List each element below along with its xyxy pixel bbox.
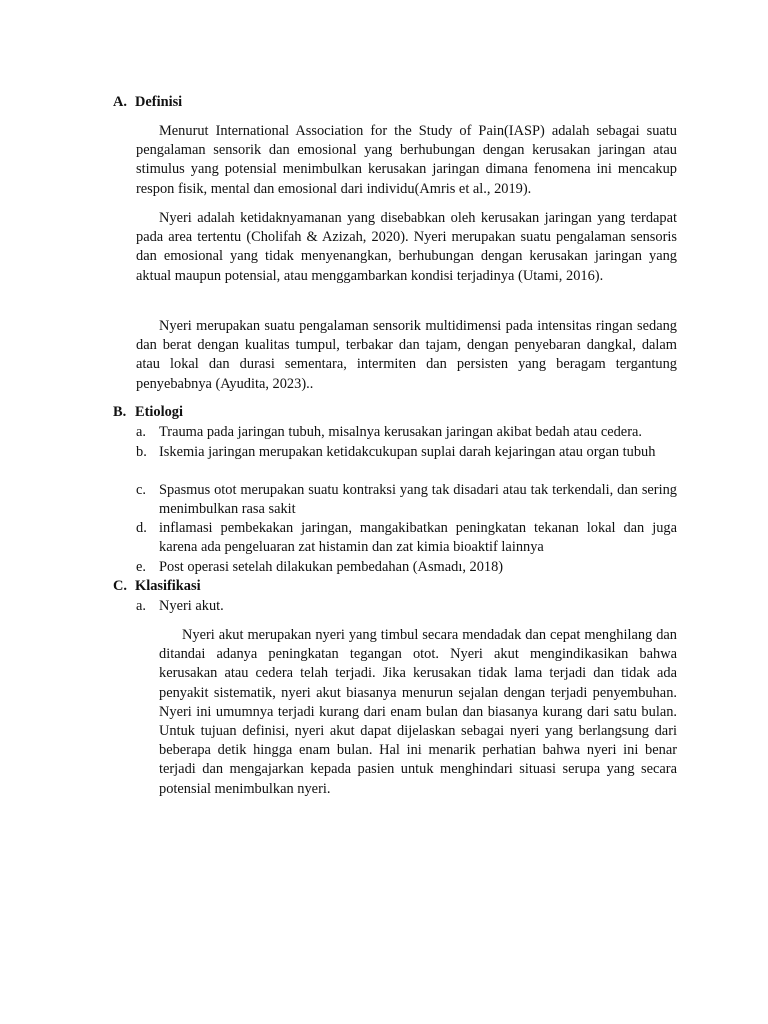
list-item-text: Nyeri akut. xyxy=(159,598,224,614)
section-b-heading xyxy=(113,403,183,422)
etiologi-item-d xyxy=(136,519,677,557)
etiologi-item-a xyxy=(136,423,677,442)
list-marker: c. xyxy=(136,482,146,498)
list-item-text: Post operasi setelah dilakukan pembedahan (Asmadı, 2018) xyxy=(159,559,504,575)
section-c-title: Klasifikasi xyxy=(135,578,201,594)
section-b-letter: B. xyxy=(113,404,127,420)
nyeri-akut-paragraph: Nyeri akut merupakan nyeri yang timbul secara mendadak dan cepat menghilang dan ditandai adanya peningkatan tegangan otot. Nyeri akut mengindikasikan bahwa kerusakan atau cedera telah terjadi. Jika kerusakan tidak lama terjadi dan tidak ada penyakit sistematik, nyeri akut biasanya menurun sejalan dengan terjadi penyembuhan. Nyeri ini umumnya terjadi kurang dari enam bulan dan biasanya kurang dari satu bulan. Untuk tujuan definisi, nyeri akut dapat dijelaskan sebagai nyeri yang berlangsung dari beberapa detik hingga enam bulan. Hal ini menarik perhatian bahwa nyeri ini benar terjadi dan mengajarkan kepada pasien untuk menghindari situasi serupa yang secara potensial menimbulkan nyeri. xyxy=(159,627,677,797)
list-marker: b. xyxy=(136,444,147,460)
section-a-letter: A. xyxy=(113,94,127,110)
section-a-title: Definisi xyxy=(135,94,183,110)
list-marker: a. xyxy=(136,598,146,614)
section-c-letter: C. xyxy=(113,578,127,594)
definisi-paragraph-1: Menurut International Association for the Study of Pain(IASP) adalah sebagai suatu pengalaman sensorik dan emosional yang berhubungan dengan kerusakan jaringan atau stimulus yang potensial menimbulkan kerusakan jaringan dimana fenomena ini mencakup respon fisik, mental dan emosional dari individu(Amris et al., 2019). xyxy=(136,123,677,197)
list-item-text: inflamasi pembekakan jaringan, mangakibatkan peningkatan tekanan lokal dan juga karena ada pengeluaran zat histamin dan zat kimia bioaktif lainnya xyxy=(159,520,677,556)
etiologi-item-c xyxy=(136,481,677,519)
section-b-title: Etiologi xyxy=(135,404,183,420)
etiologi-item-b xyxy=(136,443,677,462)
section-a-heading xyxy=(113,93,182,112)
klasifikasi-item-a xyxy=(136,597,677,616)
list-item-text: Spasmus otot merupakan suatu kontraksi yang tak disadari atau tak terkendali, dan sering menimbulkan rasa sakit xyxy=(159,482,677,518)
list-marker: a. xyxy=(136,424,146,440)
section-c-heading xyxy=(113,577,201,596)
list-marker: e. xyxy=(136,559,146,575)
definisi-paragraph-2: Nyeri adalah ketidaknyamanan yang disebabkan oleh kerusakan jaringan yang terdapat pada area tertentu (Cholifah & Azizah, 2020). Nyeri merupakan suatu pengalaman sensoris dan emosional yang tidak menyenangkan, berhubungan dengan kerusakan jaringan yang aktual maupun potensial, atau menggambarkan kondisi terjadinya (Utami, 2016). xyxy=(136,210,677,284)
list-item-text: Trauma pada jaringan tubuh, misalnya kerusakan jaringan akibat bedah atau cedera. xyxy=(159,424,642,440)
list-marker: d. xyxy=(136,520,147,536)
etiologi-item-e xyxy=(136,558,677,577)
definisi-paragraph-3: Nyeri merupakan suatu pengalaman sensorik multidimensi pada intensitas ringan sedang dan berat dengan kualitas tumpul, terbakar dan tajam, dengan penyebaran dangkal, dalam atau lokal dan durasi sementara, intermiten dan persisten yang beragam tergantung penyebabnya (Ayudita, 2023).. xyxy=(136,318,677,392)
list-item-text: Iskemia jaringan merupakan ketidakcukupan suplai darah kejaringan atau organ tubuh xyxy=(159,444,656,460)
